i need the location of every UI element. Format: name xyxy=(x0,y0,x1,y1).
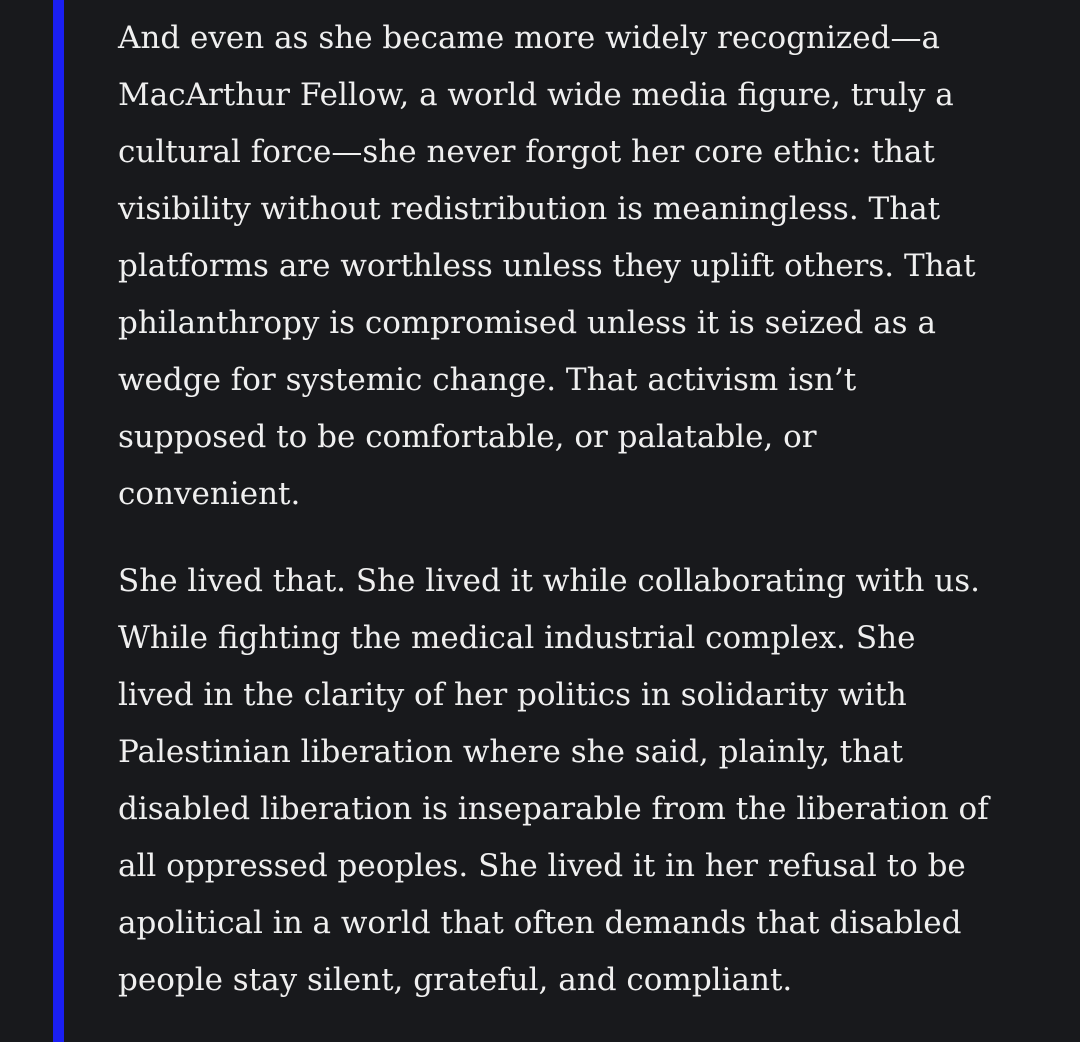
text-line: cultural force—she never forgot her core ethic: that xyxy=(118,134,935,170)
text-line: Palestinian liberation where she said, plainly, that xyxy=(118,734,904,770)
paragraph-2 xyxy=(118,553,1038,1009)
text-line: convenient. xyxy=(118,476,301,512)
text-line: platforms are worthless unless they uplift others. That xyxy=(118,248,976,284)
blockquote-accent-bar xyxy=(53,0,64,1042)
paragraph-1 xyxy=(118,10,1038,523)
text-line: wedge for systemic change. That activism isn’t xyxy=(118,362,857,398)
text-line: visibility without redistribution is meaningless. That xyxy=(118,191,941,227)
text-line: MacArthur Fellow, a world wide media figure, truly a xyxy=(118,77,954,113)
text-line: disabled liberation is inseparable from the liberation of xyxy=(118,791,989,827)
text-line: And even as she became more widely recognized—a xyxy=(118,20,940,56)
text-line: While fighting the medical industrial complex. She xyxy=(118,620,916,656)
text-line: all oppressed peoples. She lived it in her refusal to be xyxy=(118,848,966,884)
text-line: apolitical in a world that often demands that disabled xyxy=(118,905,962,941)
text-line: supposed to be comfortable, or palatable, or xyxy=(118,419,817,455)
blockquote xyxy=(118,10,1038,1009)
text-line: She lived that. She lived it while collaborating with us. xyxy=(118,563,981,599)
text-line: philanthropy is compromised unless it is seized as a xyxy=(118,305,936,341)
text-line: people stay silent, grateful, and compliant. xyxy=(118,962,793,998)
text-line: lived in the clarity of her politics in solidarity with xyxy=(118,677,907,713)
